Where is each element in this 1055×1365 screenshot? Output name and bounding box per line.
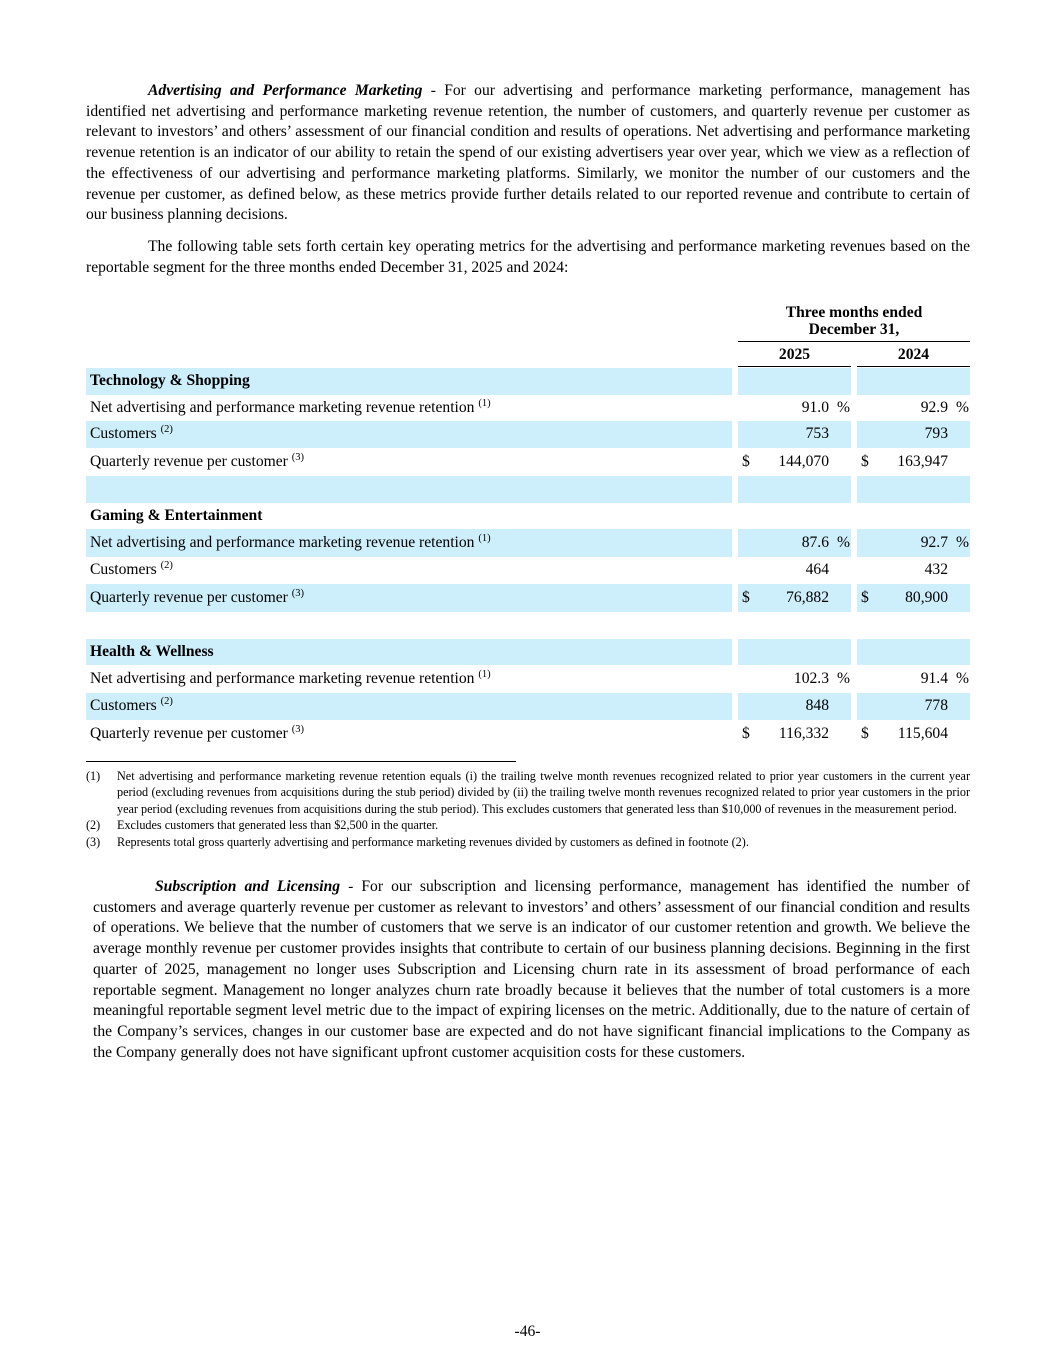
- metrics-table: [86, 304, 970, 748]
- percent-sign: %: [956, 534, 969, 551]
- period-header: [738, 304, 970, 338]
- table-row: [86, 448, 970, 476]
- footnote-ref: (1): [478, 533, 491, 544]
- value-2024: 778: [924, 697, 948, 714]
- subscription-paragraph: [93, 877, 970, 1063]
- period-header-line1: Three months ended: [785, 304, 923, 321]
- period-header-line2: December 31,: [808, 321, 900, 338]
- table-row: [86, 584, 970, 612]
- value-2024: 432: [924, 561, 948, 578]
- footnote-ref: (3): [291, 451, 305, 463]
- percent-sign: %: [837, 398, 850, 416]
- page-number: -46-: [514, 1323, 541, 1340]
- currency-symbol: $: [861, 588, 869, 606]
- value-2025: 116,332: [778, 724, 829, 742]
- footnote-ref: (3): [291, 587, 305, 599]
- value-2024: 92.7: [920, 534, 948, 551]
- section-title: Technology & Shopping: [90, 372, 250, 389]
- footnote-ref: (3): [291, 723, 305, 735]
- section-title: Health & Wellness: [90, 642, 214, 660]
- percent-sign: %: [956, 398, 969, 416]
- row-label: Customers $^{(2)}$: [90, 696, 173, 714]
- currency-symbol: $: [861, 724, 869, 742]
- footnote-ref: (1): [478, 397, 491, 409]
- row-label: Net advertising and performance marketing revenue retention $^{(1)}$: [90, 397, 491, 416]
- row-label: Net advertising and performance marketing revenue retention $^{(1)}$: [90, 533, 491, 551]
- row-label: Customers $^{(2)}$: [90, 424, 173, 442]
- row-label: Quarterly revenue per customer $^{(3)}$: [90, 587, 305, 606]
- value-2024: 115,604: [897, 724, 948, 742]
- year-header-2024: 2024: [857, 344, 970, 367]
- currency-symbol: $: [742, 588, 750, 606]
- value-2025: 753: [805, 425, 829, 442]
- value-2025: 464: [805, 561, 829, 578]
- currency-symbol: $: [742, 452, 750, 470]
- spacer-row: [86, 476, 970, 503]
- value-2025: 848: [805, 697, 829, 714]
- value-2025: 91.0: [801, 398, 829, 416]
- footnote-ref: (2): [160, 696, 173, 707]
- table-header: [86, 304, 970, 368]
- section-title: Gaming & Entertainment: [90, 506, 263, 524]
- table-intro-paragraph: The following table sets forth certain key operating metrics for the advertising and performance marketing revenues based on the reportable segment for the three months ended December 31, 2025 and 2024:: [86, 238, 970, 276]
- table-row: [86, 693, 970, 720]
- footnote-ref: (1): [478, 669, 491, 680]
- table-row: [86, 665, 970, 693]
- value-2025: 102.3: [793, 670, 829, 687]
- advertising-text: - For our advertising and performance marketing performance, management has identified net advertising and performance marketing revenue retention, the number of customers, and quarterly revenue per customer as relevant to investors’ and others’ assessment of our financial condition and results of operations. Net advertising and performance marketing revenue retention is an indicator of our ability to retain the spend of our existing advertisers year over year, which we view as a reflection of the effectiveness of our advertising and performance marketing platforms. Similarly, we monitor the number of our customers and the revenue per customer, as defined below, as these metrics provide further details related to our reported revenue and contribute to certain of our business planning decisions.: [86, 82, 971, 224]
- footnote-1: (1) Net advertising and performance marketing revenue retention equals (i) the trailing twelve month revenues recognized related to prior year customers in the current year period (excluding revenues from acquisitions during the stub period) divided by (ii) the trailing twelve month revenues recognized related to prior year customers in the prior year period (excluding revenues from acquisitions during the stub period). This excludes customers that generated less than $10,000 of revenues in the measurement period.: [86, 769, 970, 816]
- table-row: [86, 529, 970, 557]
- table-row: [86, 421, 970, 448]
- spacer-row: [86, 612, 970, 639]
- row-label: Customers $^{(2)}$: [90, 560, 173, 578]
- value-2025: 144,070: [778, 452, 829, 470]
- value-2025: 87.6: [801, 534, 829, 551]
- footnote-ref: (2): [160, 424, 173, 435]
- footnote-2: (2) Excludes customers that generated less than $2,500 in the quarter.: [86, 818, 439, 833]
- percent-sign: %: [837, 670, 850, 687]
- value-2024: 163,947: [897, 452, 948, 470]
- footnotes: [86, 768, 970, 850]
- value-2024: 793: [924, 425, 948, 442]
- table-row: [86, 557, 970, 584]
- percent-sign: %: [956, 670, 969, 687]
- advertising-paragraph: [86, 81, 970, 226]
- value-2024: 80,900: [905, 588, 948, 606]
- section-title-row: [86, 503, 970, 530]
- currency-symbol: $: [742, 724, 750, 742]
- year-header-2025: 2025: [738, 344, 851, 367]
- footnote-rule: [86, 761, 516, 762]
- value-2024: 92.9: [920, 398, 948, 416]
- table-row: [86, 720, 970, 748]
- row-label: Net advertising and performance marketing revenue retention $^{(1)}$: [90, 669, 491, 687]
- section-title-row: [86, 368, 970, 395]
- currency-symbol: $: [861, 452, 869, 470]
- subscription-lead: Subscription and Licensing: [155, 878, 341, 895]
- row-label: Quarterly revenue per customer $^{(3)}$: [90, 723, 305, 742]
- advertising-lead: Advertising and Performance Marketing: [148, 82, 423, 99]
- row-label: Quarterly revenue per customer $^{(3)}$: [90, 451, 305, 470]
- footnote-ref: (2): [160, 560, 173, 571]
- footnote-3: (3) Represents total gross quarterly advertising and performance marketing revenues divided by customers as defined in footnote (2).: [86, 834, 749, 849]
- value-2025: 76,882: [786, 588, 829, 606]
- table-row: [86, 395, 970, 422]
- subscription-text: - For our subscription and licensing performance, management has identified the number of customers and average quarterly revenue per customer as relevant to investors’ and others’ assessment of our financial condition and results of operations. We believe that the number of customers that we serve is an indicator of our customer retention and growth. We believe the average monthly revenue per customer provides insights that contribute to certain of our business planning decisions. Beginning in the first quarter of 2025, management no longer uses Subscription and Licensing churn rate in its assessment of broad performance of each reportable segment. Management no longer analyzes churn rate broadly because it believes that the number of total customers is a more meaningful reportable segment level metric due to the impact of expiring licenses on the metric. Additionally, due to the nature of certain of the Company’s services, changes in our customer base are expected and do not have significant financial implications to the Company as the Company generally does not have significant upfront customer acquisition costs for these customers.: [93, 878, 970, 1061]
- percent-sign: %: [837, 534, 850, 551]
- value-2024: 91.4: [920, 670, 948, 687]
- section-title-row: [86, 639, 970, 666]
- period-header-rule: [738, 341, 970, 342]
